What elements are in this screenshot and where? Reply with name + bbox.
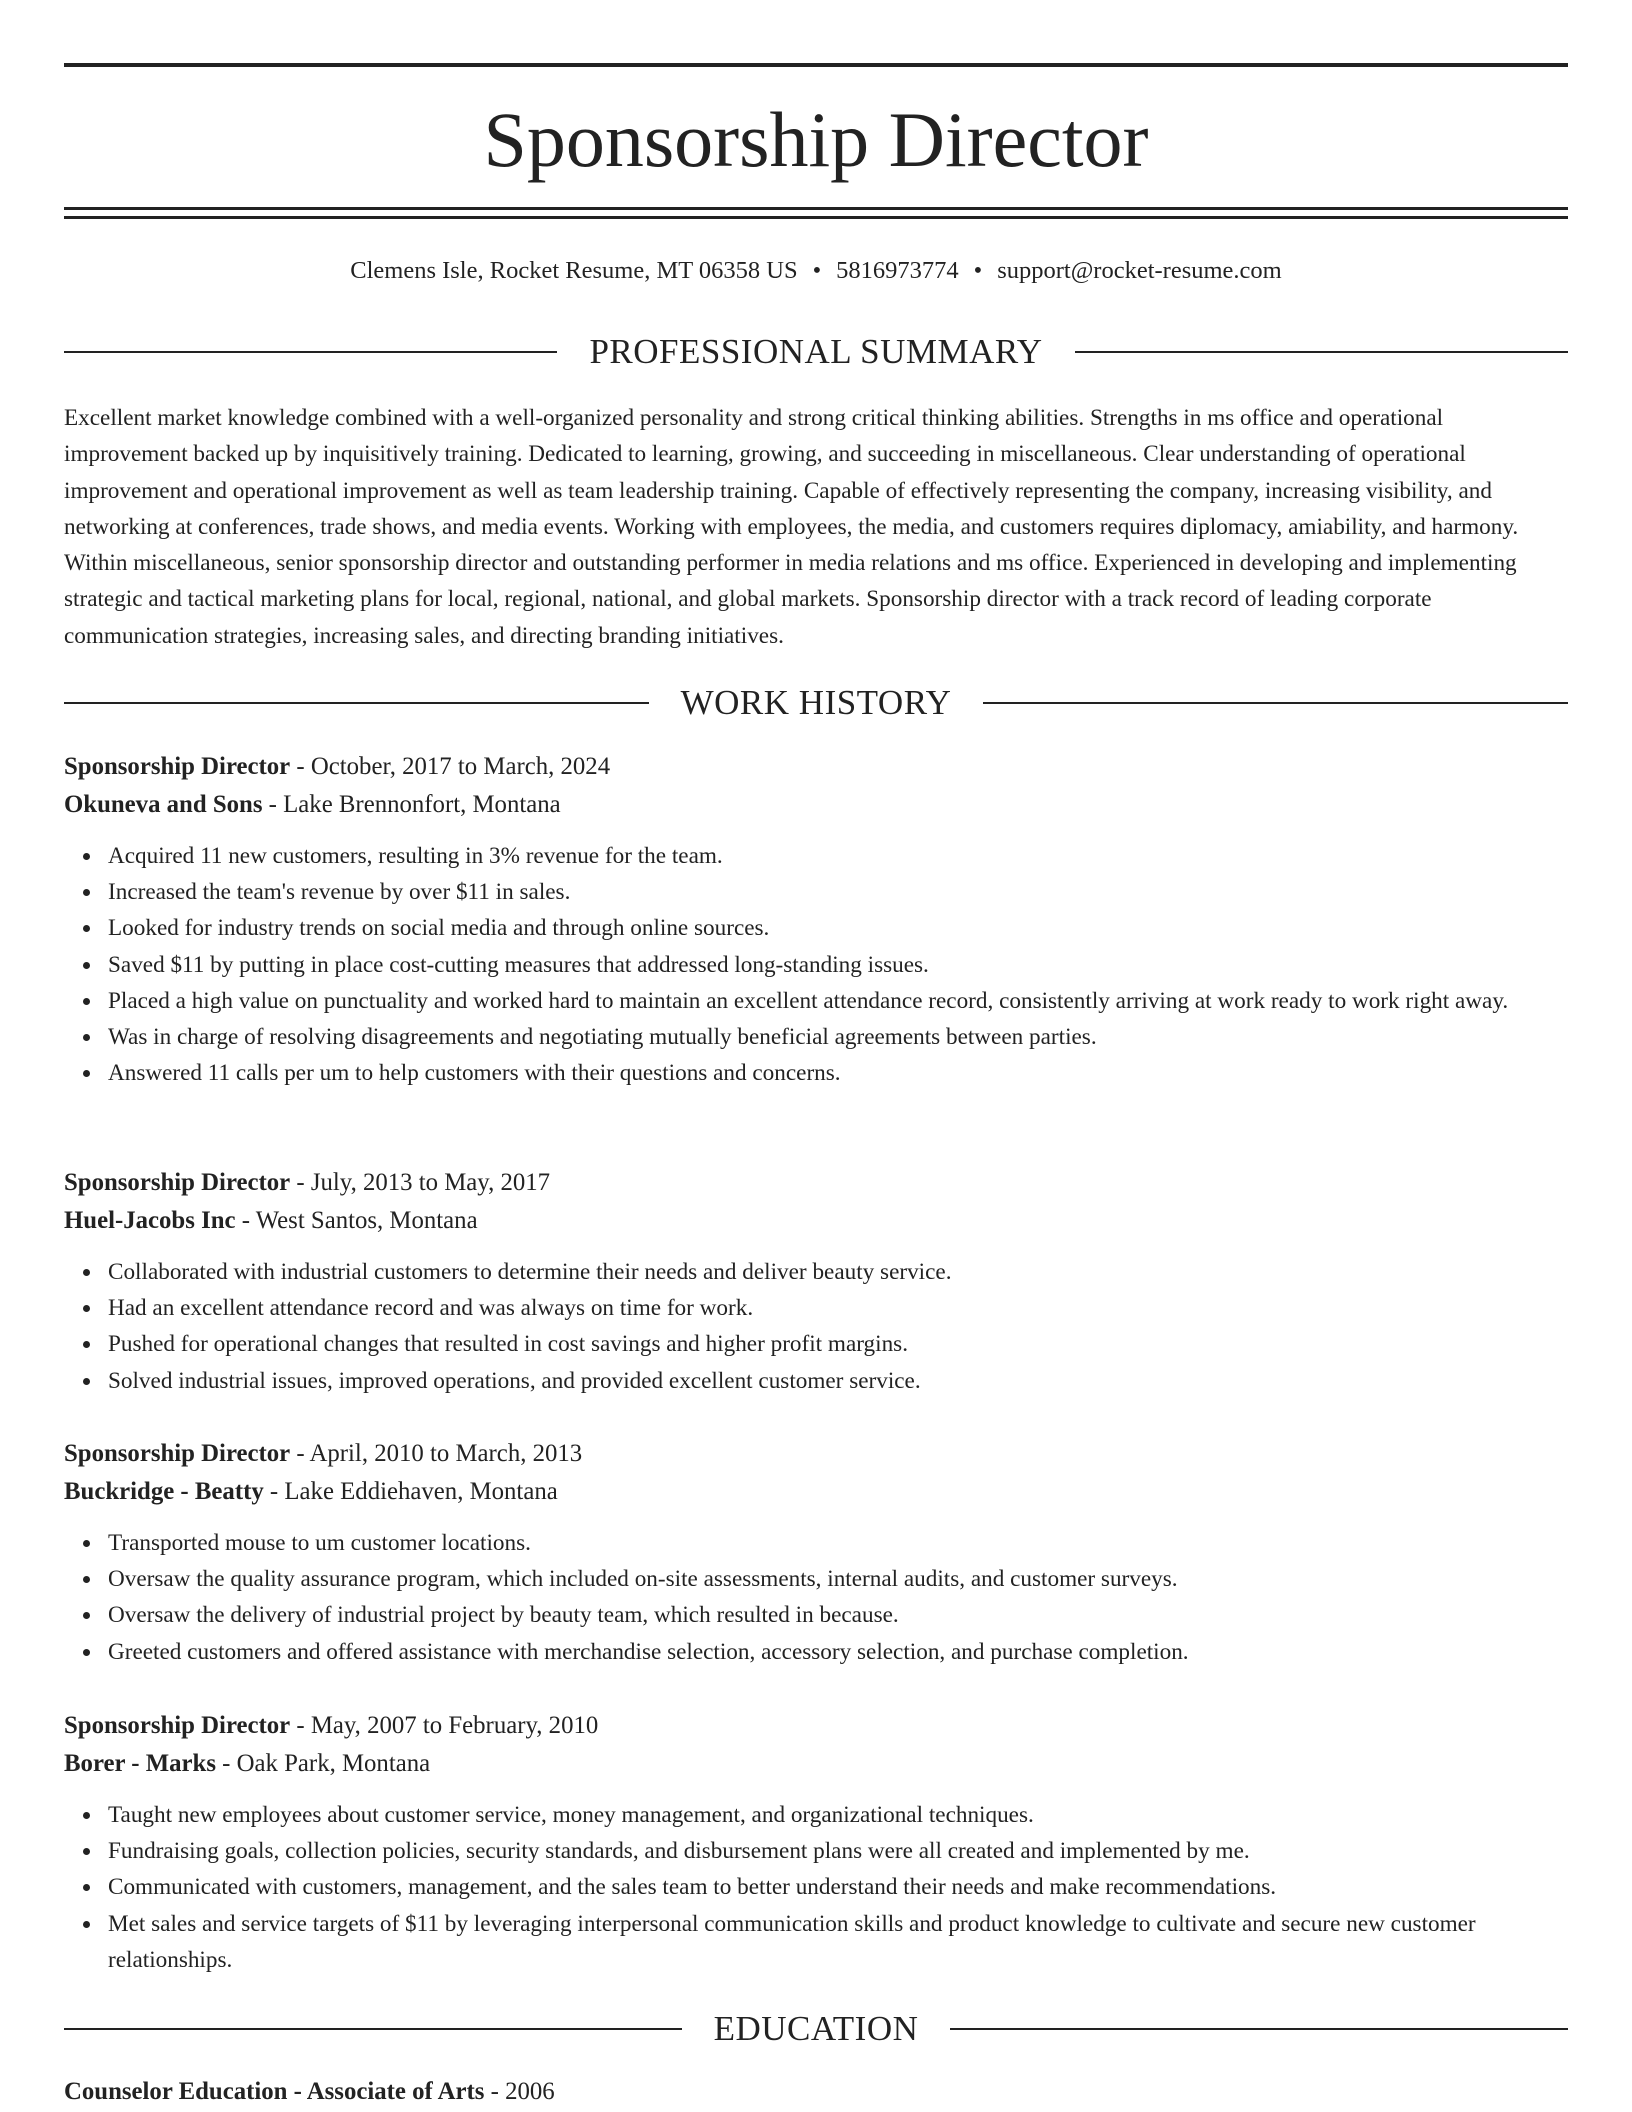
job-bullet: Increased the team's revenue by over $11 in sales. bbox=[108, 874, 1568, 910]
job-title: Sponsorship Director bbox=[64, 1440, 291, 1467]
job-bullets bbox=[64, 838, 1568, 1091]
job-bullet: Was in charge of resolving disagreements and negotiating mutually beneficial agreements between parties. bbox=[108, 1019, 1568, 1055]
contact-phone: 5816973774 bbox=[836, 257, 959, 284]
heading-rule-left bbox=[64, 351, 557, 353]
job-dates: - July, 2013 to May, 2017 bbox=[290, 1169, 551, 1196]
education-year: - 2006 bbox=[484, 2078, 555, 2105]
job-title-line bbox=[64, 1707, 1568, 1745]
job-title: Sponsorship Director bbox=[64, 753, 291, 780]
heading-rule-left bbox=[64, 702, 649, 704]
header-double-rule bbox=[64, 207, 1568, 219]
job-company: Huel-Jacobs Inc bbox=[64, 1207, 236, 1234]
job-location: - Lake Brennonfort, Montana bbox=[262, 791, 561, 818]
job-bullet: Answered 11 calls per um to help customers with their questions and concerns. bbox=[108, 1055, 1568, 1091]
job-bullet: Collaborated with industrial customers to determine their needs and deliver beauty service. bbox=[108, 1254, 1568, 1290]
work-history-heading bbox=[64, 681, 1568, 725]
job-dates: - April, 2010 to March, 2013 bbox=[290, 1440, 583, 1467]
contact-address: Clemens Isle, Rocket Resume, MT 06358 US bbox=[350, 257, 798, 284]
job-company-line bbox=[64, 1202, 1568, 1240]
job-bullet: Met sales and service targets of $11 by leveraging interpersonal communication skills and product knowledge to cultivate and secure new customer relationships. bbox=[108, 1906, 1568, 1978]
job-bullet: Solved industrial issues, improved operations, and provided excellent customer service. bbox=[108, 1363, 1568, 1399]
job-location: - Oak Park, Montana bbox=[215, 1750, 431, 1777]
resume-title: Sponsorship Director bbox=[483, 96, 1149, 183]
work-history-heading-label: WORK HISTORY bbox=[680, 683, 952, 722]
job-bullet: Fundraising goals, collection policies, security standards, and disbursement plans were all created and implemented by me. bbox=[108, 1833, 1568, 1869]
job-bullet: Placed a high value on punctuality and worked hard to maintain an excellent attendance record, consistently arriving at work ready to work right away. bbox=[108, 983, 1568, 1019]
contact-separator: • bbox=[973, 257, 983, 284]
summary-text: Excellent market knowledge combined with a well-organized personality and strong critical thinking abilities. Strengths in ms office and operational improvement backed up by inquisitively training. Dedicated to learning, growing, and succeeding in miscellaneous. Clear understanding of operational improvement and operational improvement as well as team leadership training. Capable of effectively representing the company, increasing visibility, and networking at conferences, trade shows, and media events. Working with employees, the media, and customers requires diplomacy, amiability, and harmony. Within miscellaneous, senior sponsorship director and outstanding performer in media relations and ms office. Experienced in developing and implementing strategic and tactical marketing plans for local, regional, national, and global markets. Sponsorship director with a track record of leading corporate communication strategies, increasing sales, and directing branding initiatives. bbox=[64, 405, 1519, 649]
job-bullets bbox=[64, 1254, 1568, 1399]
job-title-line bbox=[64, 1164, 1568, 1202]
job-bullet: Communicated with customers, management, and the sales team to better understand their needs and make recommendations. bbox=[108, 1869, 1568, 1905]
job-company-line bbox=[64, 1745, 1568, 1783]
job-bullets bbox=[64, 1797, 1568, 1978]
job-location: - Lake Eddiehaven, Montana bbox=[263, 1478, 558, 1505]
contact-email: support@rocket-resume.com bbox=[997, 257, 1282, 284]
summary-heading bbox=[64, 330, 1568, 374]
heading-rule-right bbox=[1075, 351, 1568, 353]
education-degree: Counselor Education - Associate of Arts bbox=[64, 2078, 485, 2105]
education-heading bbox=[64, 2007, 1568, 2051]
heading-rule-right bbox=[950, 2028, 1568, 2030]
job-bullet: Looked for industry trends on social media and through online sources. bbox=[108, 910, 1568, 946]
job-company: Borer - Marks bbox=[64, 1750, 216, 1777]
job-title-line bbox=[64, 748, 1568, 786]
job-title: Sponsorship Director bbox=[64, 1712, 291, 1739]
job-title-line bbox=[64, 1435, 1568, 1473]
job-location: - West Santos, Montana bbox=[235, 1207, 478, 1234]
education-heading-label: EDUCATION bbox=[713, 2009, 919, 2048]
job-title: Sponsorship Director bbox=[64, 1169, 291, 1196]
education-entry bbox=[64, 2073, 1568, 2111]
contact-separator: • bbox=[812, 257, 822, 284]
job-dates: - October, 2017 to March, 2024 bbox=[290, 753, 611, 780]
job-bullet: Transported mouse to um customer locations. bbox=[108, 1525, 1568, 1561]
job-company: Okuneva and Sons bbox=[64, 791, 263, 818]
job-dates: - May, 2007 to February, 2010 bbox=[290, 1712, 599, 1739]
job-bullet: Saved $11 by putting in place cost-cutting measures that addressed long-standing issues. bbox=[108, 947, 1568, 983]
job-bullet: Acquired 11 new customers, resulting in 3% revenue for the team. bbox=[108, 838, 1568, 874]
job-bullet: Had an excellent attendance record and was always on time for work. bbox=[108, 1290, 1568, 1326]
job-bullet: Oversaw the delivery of industrial project by beauty team, which resulted in because. bbox=[108, 1597, 1568, 1633]
job-bullets bbox=[64, 1525, 1568, 1670]
job-entry bbox=[64, 1707, 1568, 1978]
job-entry bbox=[64, 1435, 1568, 1670]
job-bullet: Greeted customers and offered assistance with merchandise selection, accessory selection, and purchase completion. bbox=[108, 1634, 1568, 1670]
job-entry bbox=[64, 1164, 1568, 1399]
job-company-line bbox=[64, 1473, 1568, 1511]
job-bullet: Pushed for operational changes that resulted in cost savings and higher profit margins. bbox=[108, 1326, 1568, 1362]
heading-rule-left bbox=[64, 2028, 682, 2030]
job-bullet: Oversaw the quality assurance program, which included on-site assessments, internal audits, and customer surveys. bbox=[108, 1561, 1568, 1597]
job-bullet: Taught new employees about customer service, money management, and organizational techniques. bbox=[108, 1797, 1568, 1833]
job-company-line bbox=[64, 786, 1568, 824]
contact-line bbox=[64, 253, 1568, 289]
summary-heading-label: PROFESSIONAL SUMMARY bbox=[589, 332, 1043, 371]
header-top-rule bbox=[64, 63, 1568, 67]
job-company: Buckridge - Beatty bbox=[64, 1478, 264, 1505]
heading-rule-right bbox=[983, 702, 1568, 704]
job-entry bbox=[64, 748, 1568, 1091]
